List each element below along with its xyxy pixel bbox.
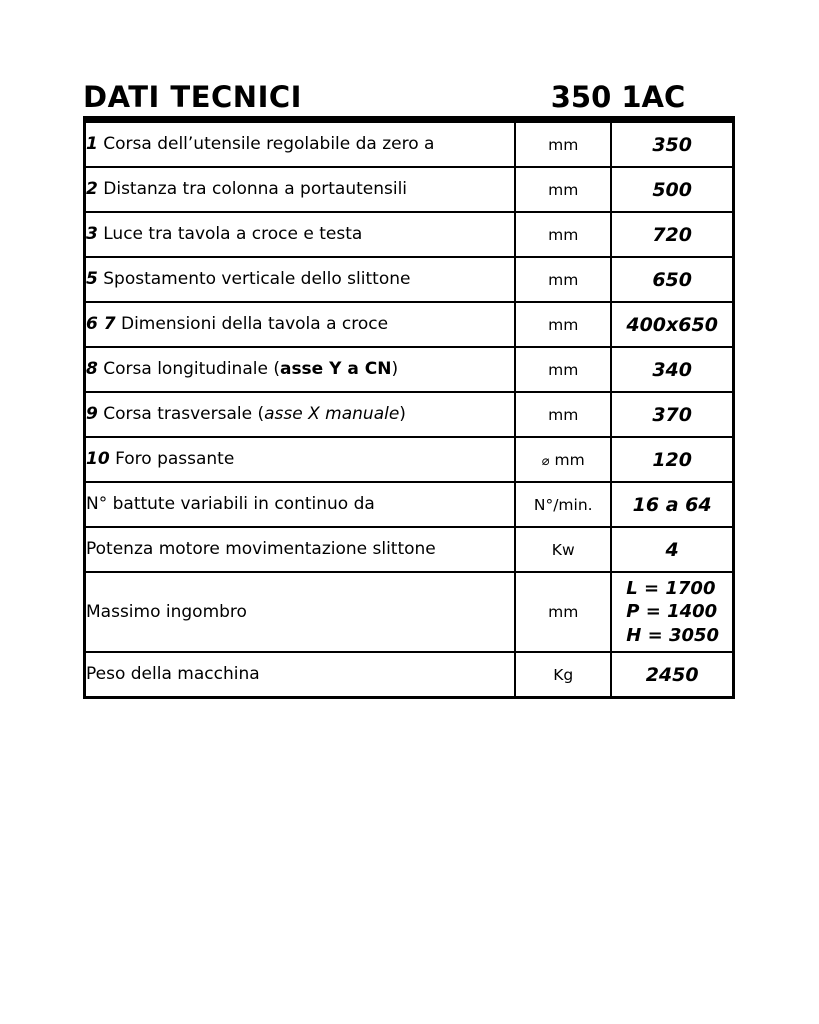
technical-specifications-table xyxy=(83,116,735,699)
spec-label-text: Dimensioni della tavola a croce xyxy=(120,314,389,335)
model-designation: 350 1AC xyxy=(550,80,686,114)
spec-value-cell xyxy=(611,167,733,212)
spec-label-emphasis: asse X manuale xyxy=(264,404,400,425)
spec-value-line: P = 1400 xyxy=(626,601,718,623)
spec-label-text: Luce tra tavola a croce e testa xyxy=(103,224,363,245)
spec-value-cell xyxy=(611,347,733,392)
spec-value-cell xyxy=(611,212,733,257)
spec-unit-text: mm xyxy=(548,315,579,334)
spec-label-cell xyxy=(85,302,516,347)
table-row xyxy=(85,212,734,257)
spec-label-text: Corsa trasversale ( xyxy=(103,404,265,425)
spec-label-cell xyxy=(85,120,516,168)
spec-label-text: Corsa longitudinale ( xyxy=(103,359,280,380)
spec-index: 3 xyxy=(86,224,98,245)
spec-label-cell xyxy=(85,527,516,572)
table-row xyxy=(85,120,734,168)
spec-value-text: 400x650 xyxy=(626,313,718,336)
spec-unit-cell xyxy=(515,347,611,392)
table-row xyxy=(85,347,734,392)
spec-label-text: Foro passante xyxy=(115,449,235,470)
spec-index: 6 7 xyxy=(86,314,116,335)
spec-label-cell xyxy=(85,437,516,482)
table-row xyxy=(85,167,734,212)
spec-label-text: Potenza motore movimentazione slittone xyxy=(86,539,436,560)
table-row xyxy=(85,392,734,437)
spec-unit-cell xyxy=(515,302,611,347)
spec-unit-cell xyxy=(515,167,611,212)
spec-index: 1 xyxy=(86,134,98,155)
table-row xyxy=(85,482,734,527)
spec-label-cell xyxy=(85,392,516,437)
table-row xyxy=(85,257,734,302)
spec-index: 8 xyxy=(86,359,98,380)
spec-index: 2 xyxy=(86,179,98,200)
spec-value-text: 16 a 64 xyxy=(632,493,712,516)
spec-unit-cell xyxy=(515,572,611,652)
spec-label-cell xyxy=(85,212,516,257)
spec-label-text: Distanza tra colonna a portautensili xyxy=(103,179,408,200)
spec-label-text: Corsa dell’utensile regolabile da zero a xyxy=(103,134,435,155)
spec-value-cell xyxy=(611,572,733,652)
table-row xyxy=(85,437,734,482)
spec-unit-cell xyxy=(515,652,611,698)
spec-unit-cell xyxy=(515,527,611,572)
spec-label-emphasis: asse Y a CN xyxy=(279,359,392,380)
spec-value-text: 370 xyxy=(652,403,692,426)
spec-label-text: N° battute variabili in continuo da xyxy=(86,494,375,515)
spec-label-text: Massimo ingombro xyxy=(86,601,247,622)
diameter-icon: ⌀ xyxy=(541,453,550,469)
spec-label-cell xyxy=(85,347,516,392)
spec-label-text: Spostamento verticale dello slittone xyxy=(103,269,411,290)
spec-unit-text: mm xyxy=(548,225,579,244)
spec-label-text: Peso della macchina xyxy=(86,664,260,685)
table-body xyxy=(85,120,734,698)
spec-unit-text: mm xyxy=(554,450,585,469)
spec-value-cell xyxy=(611,527,733,572)
spec-label-cell xyxy=(85,572,516,652)
spec-unit-text: N°/min. xyxy=(533,495,593,514)
spec-unit-text: mm xyxy=(548,135,579,154)
spec-unit-cell xyxy=(515,392,611,437)
table-row xyxy=(85,527,734,572)
spec-index: 5 xyxy=(86,269,98,290)
spec-label-cell xyxy=(85,652,516,698)
spec-value-text: 340 xyxy=(652,358,692,381)
spec-value-cell xyxy=(611,652,733,698)
spec-unit-text: mm xyxy=(548,270,579,289)
spec-index: 10 xyxy=(86,449,110,470)
spec-unit-cell xyxy=(515,212,611,257)
spec-value-text: 120 xyxy=(652,448,692,471)
spec-value-text: 350 xyxy=(652,133,692,156)
spec-label-cell xyxy=(85,167,516,212)
spec-unit-cell xyxy=(515,437,611,482)
spec-unit-text: mm xyxy=(548,180,579,199)
spec-value-text: 720 xyxy=(652,223,692,246)
spec-value-cell xyxy=(611,257,733,302)
table-header xyxy=(83,74,735,112)
spec-label-cell xyxy=(85,482,516,527)
spec-value-line: L = 1700 xyxy=(626,577,716,599)
spec-value-cell xyxy=(611,392,733,437)
page-title: DATI TECNICI xyxy=(83,80,302,114)
table-row xyxy=(85,572,734,652)
spec-unit-text: Kg xyxy=(553,665,574,684)
spec-unit-text: mm xyxy=(548,405,579,424)
table-row xyxy=(85,302,734,347)
spec-value-cell xyxy=(611,120,733,168)
table-row xyxy=(85,652,734,698)
spec-value-text: 4 xyxy=(665,538,679,561)
spec-value-text: 500 xyxy=(652,178,692,201)
spec-value-text: 2450 xyxy=(645,663,699,686)
spec-value-text: 650 xyxy=(652,268,692,291)
spec-value-cell xyxy=(611,437,733,482)
spec-unit-text: mm xyxy=(548,603,579,621)
spec-unit-cell xyxy=(515,120,611,168)
spec-unit-cell xyxy=(515,257,611,302)
spec-label-text-tail: ) xyxy=(391,359,399,380)
spec-value-cell xyxy=(611,482,733,527)
spec-unit-cell xyxy=(515,482,611,527)
spec-unit-text: Kw xyxy=(551,540,575,559)
spec-value-cell xyxy=(611,302,733,347)
spec-label-text-tail: ) xyxy=(399,404,406,425)
spec-value-line: H = 3050 xyxy=(626,624,720,646)
spec-index: 9 xyxy=(86,404,98,425)
spec-unit-text: mm xyxy=(548,360,579,379)
spec-label-cell xyxy=(85,257,516,302)
